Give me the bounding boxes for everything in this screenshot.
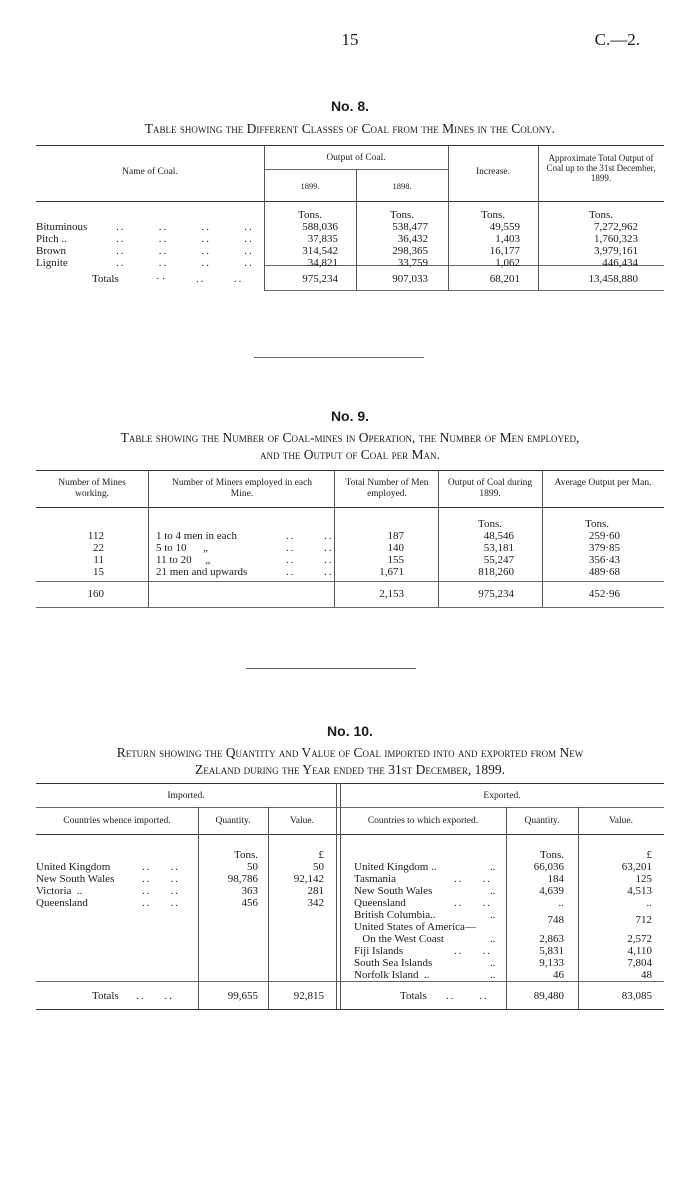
table-row: [36, 542, 664, 554]
leader-dots: ..: [490, 885, 496, 897]
col-header-export-value: Value.: [608, 816, 633, 826]
average: 489·68: [588, 566, 620, 578]
increase: 1,062: [495, 257, 520, 269]
leader-dots: ..: [490, 957, 496, 969]
output: 53,181: [483, 542, 514, 554]
unit-pounds: £: [318, 849, 324, 861]
output-1898: 33,759: [397, 257, 428, 269]
output-1899: 588,036: [302, 221, 338, 233]
leader-dots: .. ..: [454, 945, 492, 957]
export-country: South Sea Islands: [354, 957, 433, 969]
total-increase: 68,201: [489, 273, 520, 285]
leader-dots: .. ..: [142, 873, 180, 885]
totals-row: [36, 990, 664, 1002]
table-8-number: No. 8.: [330, 98, 370, 114]
unit-tons: Tons.: [234, 849, 258, 861]
export-row: [340, 945, 664, 957]
leader-dots: ·· .. ..: [156, 273, 244, 285]
page-number: 15: [341, 30, 359, 49]
export-row: [340, 969, 664, 981]
export-quantity: 2,863: [539, 933, 564, 945]
approx-total: 1,760,323: [594, 233, 638, 245]
import-quantity: 363: [241, 885, 258, 897]
export-row: [340, 957, 664, 969]
import-quantity: 50: [247, 861, 258, 873]
imported-header: Imported.: [167, 791, 205, 801]
import-total-value: 92,815: [293, 990, 324, 1002]
approx-total: 446,434: [602, 257, 638, 269]
total-output: 975,234: [478, 588, 514, 600]
export-quantity: 9,133: [539, 957, 564, 969]
leader-dots: ..: [490, 861, 496, 873]
col-header-import-value: Value.: [289, 816, 314, 826]
import-country: New South Wales: [36, 873, 115, 885]
leader-dots: .. .. .. ..: [116, 245, 254, 257]
totals-label: Totals: [92, 273, 119, 285]
import-value: 281: [307, 885, 324, 897]
export-country: Tasmania: [354, 873, 396, 885]
import-value: 92,142: [293, 873, 324, 885]
export-country: New South Wales: [354, 885, 433, 897]
import-totals-label: Totals: [92, 990, 119, 1002]
output-1899: 37,835: [307, 233, 338, 245]
table-10-number: No. 10.: [327, 723, 373, 739]
total-approx: 13,458,880: [588, 273, 638, 285]
export-value: ..: [646, 897, 652, 909]
import-row: [36, 897, 336, 909]
total-1899: 975,234: [302, 273, 338, 285]
rule: [36, 470, 664, 471]
approx-total: 7,272,962: [594, 221, 638, 233]
unit-pounds: £: [646, 849, 652, 861]
rule: [36, 201, 664, 202]
output-1899: 314,542: [302, 245, 338, 257]
leader-dots: .. ..: [454, 897, 492, 909]
export-quantity: 748: [547, 914, 564, 926]
rule: [36, 507, 664, 508]
import-country: Victoria ..: [36, 885, 83, 897]
import-total-quantity: 99,655: [227, 990, 258, 1002]
men-employed: 187: [387, 530, 404, 542]
table-row: [36, 566, 664, 578]
export-row: [340, 897, 664, 909]
miners-range: 21 men and upwards: [156, 566, 248, 578]
import-country: Queensland: [36, 897, 88, 909]
table-9-number: No. 9.: [330, 408, 370, 424]
section-divider: [254, 357, 424, 358]
unit-tons: Tons.: [585, 518, 609, 530]
leader-dots: .. .. .. ..: [116, 221, 254, 233]
export-value: 7,804: [627, 957, 652, 969]
table-8-title: Table showing the Different Classes of Coal from the Mines in the Colony.: [144, 121, 556, 136]
leader-dots: .. ..: [136, 990, 174, 1002]
export-total-value: 83,085: [621, 990, 652, 1002]
leader-dots: .. ..: [286, 554, 334, 566]
export-value: 48: [641, 969, 652, 981]
mines-count: 112: [87, 530, 104, 542]
table-10-title-line2: Zealand during the Year ended the 31st December, 1899.: [195, 762, 505, 777]
table-row: [36, 221, 664, 233]
rule: [36, 1009, 664, 1010]
increase: 16,177: [489, 245, 520, 257]
men-employed: 140: [387, 542, 404, 554]
coal-name: Bituminous: [36, 221, 88, 233]
col-header-export-qty: Quantity.: [524, 816, 560, 826]
table-row: [36, 245, 664, 257]
output: 55,247: [483, 554, 514, 566]
coal-name: Pitch ..: [36, 233, 67, 245]
col-header-increase: Increase.: [475, 167, 510, 177]
leader-dots: ..: [490, 969, 496, 981]
export-quantity: 46: [553, 969, 564, 981]
export-row: [340, 933, 664, 945]
col-header-miners: Number of Miners employed in each Mine.: [171, 478, 313, 499]
increase: 49,559: [489, 221, 520, 233]
export-value: 63,201: [621, 861, 652, 873]
totals-row: [36, 273, 664, 285]
page-reference: C.—2.: [594, 30, 640, 49]
miners-range: 5 to 10 „: [156, 542, 208, 554]
import-country: United Kingdom: [36, 861, 111, 873]
col-header-1899: 1899.: [300, 181, 320, 191]
mines-count: 22: [93, 542, 104, 554]
unit-tons: Tons.: [298, 209, 322, 221]
unit-tons: Tons.: [390, 209, 414, 221]
table-9-title-line1: Table showing the Number of Coal-mines in Operation, the Number of Men employed,: [120, 430, 580, 445]
mines-count: 15: [93, 566, 104, 578]
table-row: [36, 257, 664, 269]
export-country: United States of America—: [354, 921, 476, 933]
output-1898: 298,365: [392, 245, 428, 257]
export-value: 712: [635, 914, 652, 926]
rule: [36, 981, 664, 982]
table-9-title-line2: and the Output of Coal per Man.: [260, 447, 440, 462]
leader-dots: .. ..: [286, 542, 334, 554]
leader-dots: .. ..: [286, 566, 334, 578]
table-10: [36, 783, 664, 1015]
section-divider: [246, 668, 416, 669]
export-row: [340, 885, 664, 897]
leader-dots: .. ..: [142, 897, 180, 909]
rule: [36, 581, 664, 582]
miners-range: 1 to 4 men in each: [156, 530, 237, 542]
rule: [36, 834, 664, 835]
table-8: [36, 145, 664, 305]
export-value: 4,513: [627, 885, 652, 897]
col-header-average: Average Output per Man.: [554, 478, 652, 488]
col-header-name: Name of Coal.: [122, 167, 178, 177]
export-country: On the West Coast: [354, 933, 444, 945]
unit-tons: Tons.: [540, 849, 564, 861]
import-value: 50: [313, 861, 324, 873]
unit-tons: Tons.: [481, 209, 505, 221]
output-1899: 34,821: [307, 257, 338, 269]
table-9: [36, 470, 664, 615]
totals-row: [36, 588, 664, 600]
total-1898: 907,033: [392, 273, 428, 285]
men-employed: 155: [387, 554, 404, 566]
rule: [36, 783, 664, 784]
export-totals-label: Totals: [400, 990, 427, 1002]
export-country: Fiji Islands: [354, 945, 404, 957]
import-row: [36, 861, 336, 873]
leader-dots: .. ..: [454, 873, 492, 885]
col-header-output: Output of Coal.: [326, 153, 386, 163]
export-quantity: 5,831: [539, 945, 564, 957]
import-value: 342: [307, 897, 324, 909]
import-row: [36, 873, 336, 885]
increase: 1,403: [495, 233, 520, 245]
table-row: [36, 233, 664, 245]
export-value: 4,110: [627, 945, 652, 957]
output-1898: 36,432: [397, 233, 428, 245]
unit-tons: Tons.: [478, 518, 502, 530]
leader-dots: .. .. .. ..: [116, 233, 254, 245]
col-header-import-country: Countries whence imported.: [63, 816, 171, 826]
miners-range: 11 to 20 „: [156, 554, 211, 566]
average: 259·60: [588, 530, 620, 542]
unit-tons: Tons.: [589, 209, 613, 221]
export-row: [340, 921, 664, 933]
mines-count: 11: [93, 554, 104, 566]
export-country: Queensland: [354, 897, 406, 909]
export-row: [340, 909, 664, 926]
average: 379·85: [588, 542, 620, 554]
leader-dots: .. .. .. ..: [116, 257, 254, 269]
total-average: 452·96: [588, 588, 620, 600]
output-1898: 538,477: [392, 221, 428, 233]
export-quantity: 66,036: [533, 861, 564, 873]
col-header-export-country: Countries to which exported.: [367, 816, 479, 826]
export-value: 2,572: [627, 933, 652, 945]
total-men: 2,153: [379, 588, 404, 600]
import-quantity: 456: [241, 897, 258, 909]
col-header-output: Output of Coal during 1899.: [447, 478, 533, 499]
table-row: [36, 530, 664, 542]
export-quantity: ..: [558, 897, 564, 909]
col-header-import-qty: Quantity.: [215, 816, 251, 826]
export-quantity: 4,639: [539, 885, 564, 897]
exported-header: Exported.: [483, 791, 521, 801]
table-row: [36, 554, 664, 566]
rule: [36, 145, 664, 146]
export-row: [340, 873, 664, 885]
import-row: [36, 885, 336, 897]
leader-dots: .. ..: [142, 861, 180, 873]
approx-total: 3,979,161: [594, 245, 638, 257]
leader-dots: .. ..: [286, 530, 334, 542]
coal-name: Lignite: [36, 257, 68, 269]
export-quantity: 184: [547, 873, 564, 885]
leader-dots: .. ..: [142, 885, 180, 897]
import-quantity: 98,786: [227, 873, 258, 885]
leader-dots: ..: [490, 933, 496, 945]
leader-dots: .. ..: [446, 990, 489, 1002]
export-row: [340, 861, 664, 873]
col-header-approx-total: Approximate Total Output of Coal up to the 31st December, 1899.: [546, 153, 656, 183]
rule: [336, 783, 337, 1009]
coal-name: Brown: [36, 245, 66, 257]
export-country: Norfolk Island ..: [354, 969, 430, 981]
export-country: United Kingdom ..: [354, 861, 437, 873]
output: 818,260: [478, 566, 514, 578]
col-header-men: Total Number of Men employed.: [345, 478, 429, 499]
col-header-1898: 1898.: [392, 181, 412, 191]
leader-dots: ..: [490, 909, 496, 921]
export-total-quantity: 89,480: [533, 990, 564, 1002]
table-10-title-line1: Return showing the Quantity and Value of Coal imported into and exported from New: [116, 745, 584, 760]
export-value: 125: [635, 873, 652, 885]
export-country: British Columbia..: [354, 909, 436, 921]
total-mines: 160: [87, 588, 104, 600]
rule: [264, 290, 664, 291]
output: 48,546: [483, 530, 514, 542]
rule: [36, 807, 664, 808]
men-employed: 1,671: [379, 566, 404, 578]
average: 356·43: [588, 554, 620, 566]
col-header-mines: Number of Mines working.: [58, 478, 126, 499]
rule: [36, 607, 664, 608]
